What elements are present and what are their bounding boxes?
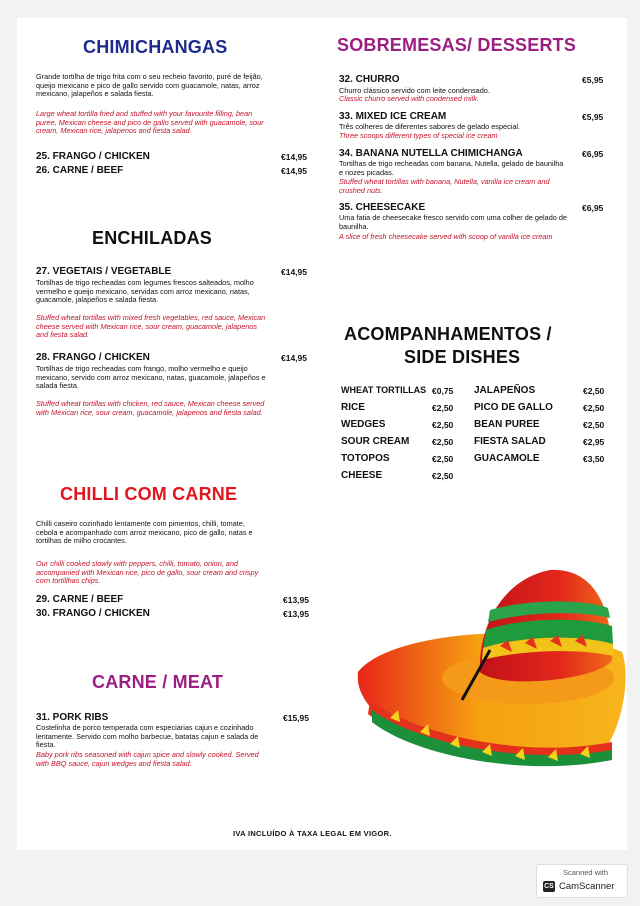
dessert-desc-pt: Três colheres de diferentes sabores de gelado especial.	[339, 122, 521, 131]
menu-item-name: 28. FRANGO / CHICKEN	[36, 352, 150, 363]
menu-item-name: 33. MIXED ICE CREAM	[339, 111, 447, 122]
dessert-desc-pt: Churro clássico servido com leite condensado.	[339, 86, 490, 95]
side-item-price: €2,50	[432, 420, 454, 430]
sides-heading-line1: ACOMPANHAMENTOS /	[344, 324, 552, 344]
scanned-with-text: Scanned with	[563, 868, 609, 877]
meat-heading: CARNE / MEAT	[92, 672, 224, 692]
menu-item-name: 30. FRANGO / CHICKEN	[36, 608, 150, 619]
side-item-price: €2,50	[432, 471, 454, 481]
sombrero-illustration	[350, 560, 630, 795]
dessert-desc-en: Three scoops different types of special ice cream	[339, 131, 498, 140]
side-item-price: €2,50	[432, 437, 454, 447]
side-item-name: GUACAMOLE	[474, 453, 540, 464]
enchilada-desc-en: Stuffed wheat tortillas with chicken, red sauce, Mexican cheese served with Mexican rice, sour cream, guacamole, jalapenos and fiesta salad.	[36, 399, 265, 417]
menu-item-price: €14,95	[281, 353, 307, 363]
menu-item-name: 34. BANANA NUTELLA CHIMICHANGA	[339, 148, 523, 159]
enchilada-desc-pt: Tortilhas de trigo recheadas com legumes frescos salteados, molho vermelho e queijo mexicano, servidas com arroz mexicano, natas, guacamole, jalapeños e salada fiesta.	[36, 278, 254, 305]
side-item-name: WHEAT TORTILLAS	[341, 385, 427, 395]
menu-item-price: €6,95	[582, 203, 604, 213]
menu-item-price: €15,95	[283, 713, 309, 723]
menu-item-name: 25. FRANGO / CHICKEN	[36, 151, 150, 162]
side-item-name: BEAN PUREE	[474, 419, 540, 430]
side-item-price: €2,50	[432, 454, 454, 464]
chimichangas-heading: CHIMICHANGAS	[83, 37, 228, 57]
dessert-desc-en: Stuffed wheat tortillas with banana, Nutella, vanilla ice cream and crushed nuts.	[339, 177, 550, 195]
chilli-desc-pt: Chilli caseiro cozinhado lentamente com pimentos, chilli, tomate, cebola e acompanhado com arroz mexicano, pico de gallo, natas e tortilhas de milho crocantes.	[36, 519, 253, 546]
menu-item-name: 32. CHURRO	[339, 74, 400, 85]
chilli-heading: CHILLI COM CARNE	[60, 484, 238, 504]
menu-item-price: €14,95	[281, 152, 307, 162]
chimichangas-desc-pt: Grande tortilha de trigo frita com o seu recheio favorito, puré de feijão, queijo mexicano e pico de gallo servido com guacamole, natas, arroz mexicano, jalapeños e salada fiesta.	[36, 72, 263, 99]
menu-item-name: 27. VEGETAIS / VEGETABLE	[36, 266, 172, 277]
menu-item-price: €13,95	[283, 595, 309, 605]
desserts-heading: SOBREMESAS/ DESSERTS	[337, 35, 577, 55]
side-item-price: €2,95	[583, 437, 605, 447]
chimichangas-desc-en: Large wheat tortilla fried and stuffed with your favourite filling, bean puree, Mexican cheese and pico de gallo served with guacamole, sour cream, Mexican rice, jalapenos and fiesta salad.	[36, 109, 264, 136]
side-item-name: FIESTA SALAD	[474, 436, 546, 447]
dessert-desc-pt: Uma fatia de cheesecake fresco servido com uma colher de gelado de baunilha.	[339, 213, 567, 231]
side-item-name: PICO DE GALLO	[474, 402, 553, 413]
side-item-name: JALAPEÑOS	[474, 385, 536, 396]
side-item-price: €2,50	[583, 386, 605, 396]
camscanner-badge	[536, 864, 628, 898]
vat-footer: IVA INCLUÍDO À TAXA LEGAL EM VIGOR.	[233, 829, 392, 838]
enchilada-desc-en: Stuffed wheat tortillas with mixed fresh vegetables, red sauce, Mexican cheese served with Mexican rice, sour cream, guacamole, jalapenos and fiesta salad.	[36, 313, 266, 340]
side-item-name: TOTOPOS	[341, 453, 390, 464]
menu-item-name: 35. CHEESECAKE	[339, 202, 426, 213]
menu-item-price: €5,95	[582, 75, 604, 85]
menu-item-name: 31. PORK RIBS	[36, 712, 109, 723]
menu-item-name: 29. CARNE / BEEF	[36, 594, 124, 605]
menu-item-price: €14,95	[281, 166, 307, 176]
meat-desc-en: Baby pork ribs seasoned with cajun spice and slowly cooked. Served with BBQ sauce, cajun wedges and fiesta salad.	[36, 750, 259, 768]
menu-item-price: €13,95	[283, 609, 309, 619]
camscanner-logo-icon: CS	[544, 883, 554, 890]
side-item-price: €3,50	[583, 454, 605, 464]
enchilada-desc-pt: Tortilhas de trigo recheadas com frango, molho vermelho e queijo mexicano, servido com arroz mexicano, natas, guacamole, jalapeños e salada fiesta.	[36, 364, 266, 391]
side-item-price: €2,50	[583, 420, 605, 430]
side-item-name: CHEESE	[341, 470, 383, 481]
side-item-price: €2,50	[583, 403, 605, 413]
dessert-desc-en: Classic churro served with condensed milk.	[339, 94, 479, 103]
dessert-desc-pt: Tortilhas de trigo recheadas com banana, Nutella, gelado de baunilha e nozes picadas.	[339, 159, 564, 177]
camscanner-name: CamScanner	[559, 881, 615, 892]
side-item-price: €0,75	[432, 386, 454, 396]
meat-desc-pt: Costelinha de porco temperada com especiarias cajun e cozinhado lentamente. Servido com molho barbecue, batatas cajun e salada de fiesta.	[36, 723, 259, 750]
sides-heading-line2: SIDE DISHES	[404, 347, 521, 367]
menu-item-price: €5,95	[582, 112, 604, 122]
menu-item-name: 26. CARNE / BEEF	[36, 165, 124, 176]
side-item-price: €2,50	[432, 403, 454, 413]
dessert-desc-en: A slice of fresh cheesecake served with scoop of vanilla ice cream	[339, 232, 553, 241]
chilli-desc-en: Our chilli cooked slowly with peppers, chilli, tomato, onion, and accompanied with Mexican rice, pico de gallo, sour cream and crispy corn tortillhas chips.	[36, 559, 259, 586]
enchiladas-heading: ENCHILADAS	[92, 228, 213, 248]
side-item-name: RICE	[341, 402, 365, 413]
menu-item-price: €14,95	[281, 267, 307, 277]
menu-item-price: €6,95	[582, 149, 604, 159]
side-item-name: WEDGES	[341, 419, 386, 430]
side-item-name: SOUR CREAM	[341, 436, 410, 447]
